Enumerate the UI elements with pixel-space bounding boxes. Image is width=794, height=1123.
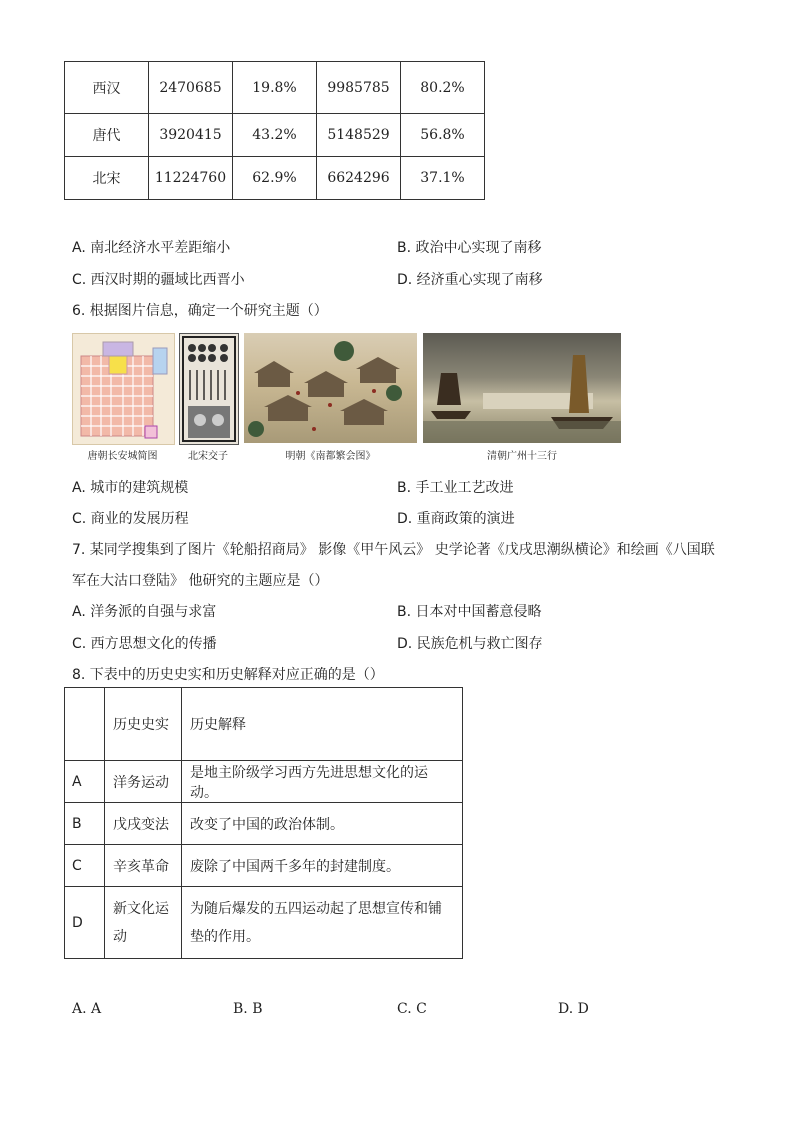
cell-dynasty: 北宋 <box>65 157 149 200</box>
q8-option-b[interactable]: B. B <box>233 1001 263 1017</box>
table-row <box>65 845 463 887</box>
q8-option-c[interactable]: C. C <box>397 1001 427 1017</box>
row-fact: 辛亥革命 <box>105 845 182 887</box>
row-fact: 戊戌变法 <box>105 803 182 845</box>
cell-south-pct: 80.2% <box>401 62 485 114</box>
row-explanation: 为随后爆发的五四运动起了思想宣传和铺垫的作用。 <box>182 887 463 959</box>
row-label: B <box>65 803 105 845</box>
history-table <box>64 687 463 959</box>
harbor-ships-icon <box>423 333 621 443</box>
q6-option-c[interactable]: C. 商业的发展历程 <box>72 511 189 527</box>
q7-option-a[interactable]: A. 洋务派的自强与求富 <box>72 604 217 620</box>
caption-jiaozi: 北宋交子 <box>188 451 228 462</box>
jiaozi-image <box>179 333 239 445</box>
row-fact: 新文化运动 <box>105 887 182 959</box>
row-label: D <box>65 887 105 959</box>
q6-stem: 6. 根据图片信息，确定一个研究主题（） <box>72 303 328 319</box>
table-row <box>65 62 485 114</box>
table-row <box>65 761 463 803</box>
q6-option-b[interactable]: B. 手工业工艺改进 <box>397 480 514 496</box>
table-row <box>65 114 485 157</box>
q6-option-a[interactable]: A. 城市的建筑规模 <box>72 480 189 496</box>
table-row <box>65 803 463 845</box>
q8-option-a[interactable]: A. A <box>72 1001 102 1017</box>
q5-option-c[interactable]: C. 西汉时期的疆域比西晋小 <box>72 272 245 288</box>
q7-stem-line1: 7. 某同学搜集到了图片《轮船招商局》 影像《甲午风云》 史学论著《戊戌思潮纵横论》和绘画《八国联 <box>72 542 715 558</box>
caption-changan: 唐朝长安城简图 <box>87 451 158 462</box>
cell-north-pop: 3920415 <box>149 114 233 157</box>
map-grid-icon <box>73 334 174 444</box>
q7-option-d[interactable]: D. 民族危机与救亡图存 <box>397 636 543 652</box>
cell-north-pct: 19.8% <box>233 62 317 114</box>
changan-map-image <box>72 333 175 445</box>
thirteen-factories-image <box>423 333 621 443</box>
painting-scene-icon <box>244 333 417 443</box>
q7-option-b[interactable]: B. 日本对中国蓄意侵略 <box>397 604 542 620</box>
cell-north-pct: 43.2% <box>233 114 317 157</box>
nandu-painting-image <box>244 333 417 443</box>
population-table <box>64 61 485 200</box>
caption-nandu: 明朝《南都繁会图》 <box>285 451 376 462</box>
row-fact: 洋务运动 <box>105 761 182 803</box>
q7-stem-line2: 军在大沽口登陆》 他研究的主题应是（） <box>72 573 329 589</box>
cell-dynasty: 西汉 <box>65 62 149 114</box>
row-explanation: 是地主阶级学习西方先进思想文化的运动。 <box>182 761 463 803</box>
cell-south-pct: 37.1% <box>401 157 485 200</box>
q5-option-b[interactable]: B. 政治中心实现了南移 <box>397 240 542 256</box>
cell-north-pct: 62.9% <box>233 157 317 200</box>
cell-south-pop: 9985785 <box>317 62 401 114</box>
caption-thirteen: 清朝广州十三行 <box>487 451 557 462</box>
header-explanation: 历史解释 <box>182 688 463 761</box>
q7-option-c[interactable]: C. 西方思想文化的传播 <box>72 636 217 652</box>
cell-south-pop: 6624296 <box>317 157 401 200</box>
row-label: C <box>65 845 105 887</box>
cell-south-pop: 5148529 <box>317 114 401 157</box>
q5-option-d[interactable]: D. 经济重心实现了南移 <box>397 272 543 288</box>
table-row <box>65 157 485 200</box>
q8-stem: 8. 下表中的历史史实和历史解释对应正确的是（） <box>72 667 384 683</box>
q5-option-a[interactable]: A. 南北经济水平差距缩小 <box>72 240 231 256</box>
banknote-icon <box>180 334 238 444</box>
row-label: A <box>65 761 105 803</box>
cell-south-pct: 56.8% <box>401 114 485 157</box>
table-row <box>65 887 463 959</box>
cell-north-pop: 11224760 <box>149 157 233 200</box>
q8-option-d[interactable]: D. D <box>558 1001 589 1017</box>
row-explanation: 改变了中国的政治体制。 <box>182 803 463 845</box>
header-blank <box>65 688 105 761</box>
table-header-row <box>65 688 463 761</box>
cell-north-pop: 2470685 <box>149 62 233 114</box>
row-explanation: 废除了中国两千多年的封建制度。 <box>182 845 463 887</box>
header-fact: 历史史实 <box>105 688 182 761</box>
cell-dynasty: 唐代 <box>65 114 149 157</box>
q6-option-d[interactable]: D. 重商政策的演进 <box>397 511 515 527</box>
